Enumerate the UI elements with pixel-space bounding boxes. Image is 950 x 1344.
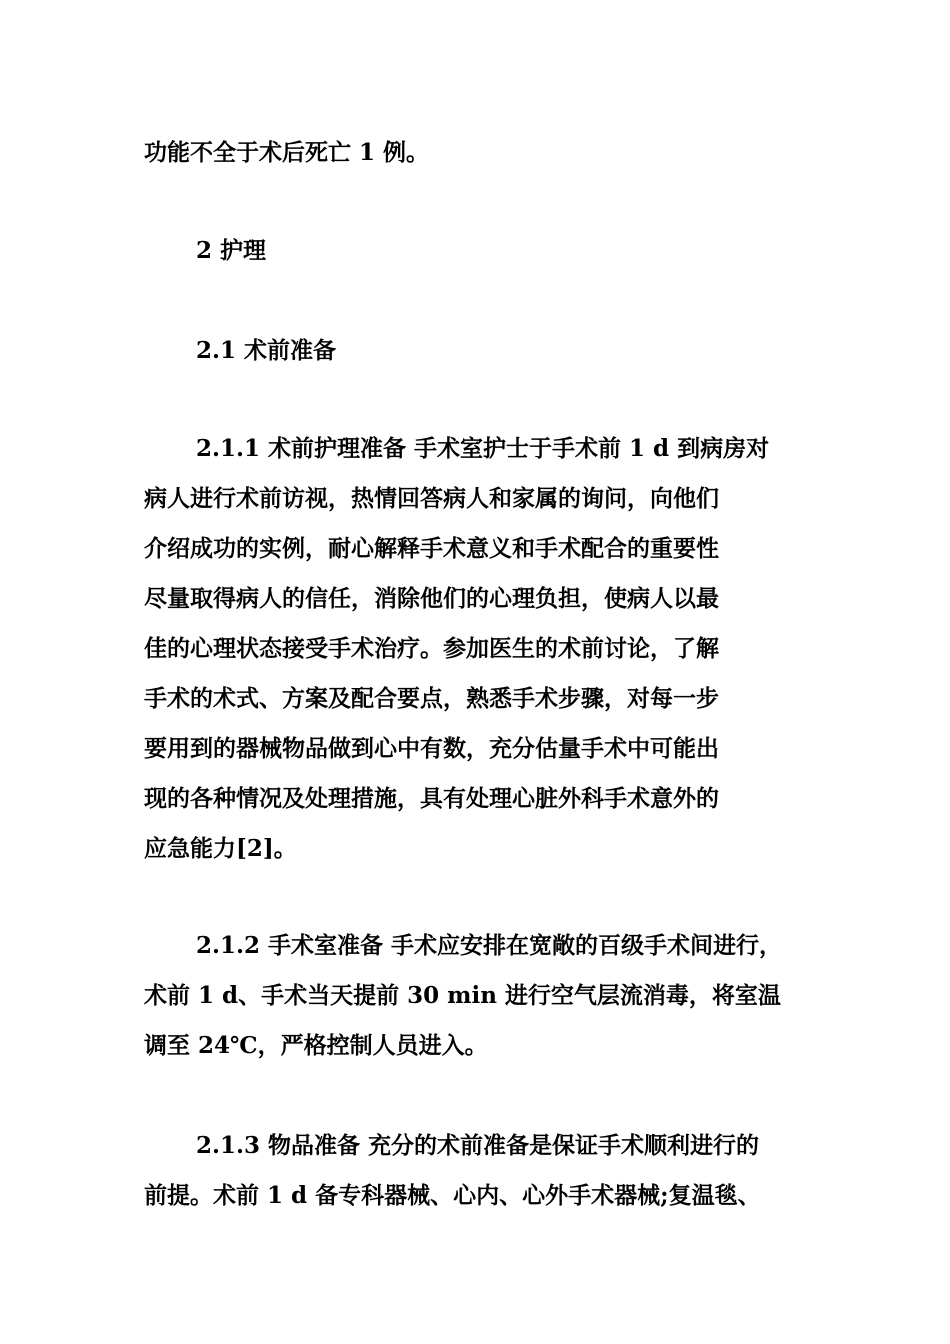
heading-text: 2 护理 bbox=[196, 237, 267, 264]
text-line: 介绍成功的实例，耐心解释手术意义和手术配合的重要性 bbox=[144, 535, 719, 562]
paragraph-continuation bbox=[144, 128, 810, 178]
text-line: 手术的术式、方案及配合要点，熟悉手术步骤，对每一步 bbox=[144, 685, 719, 712]
text-line: 尽量取得病人的信任，消除他们的心理负担，使病人以最 bbox=[144, 585, 719, 612]
text-line: 前提。术前 1 d 备专科器械、心内、心外手术器械;复温毯、 bbox=[144, 1182, 761, 1209]
paragraph-supplies bbox=[144, 1121, 810, 1221]
text-line: 佳的心理状态接受手术治疗。参加医生的术前讨论，了解 bbox=[144, 635, 719, 662]
heading-text: 2.1 术前准备 bbox=[196, 337, 337, 364]
text-line: 要用到的器械物品做到心中有数，充分估量手术中可能出 bbox=[144, 735, 719, 762]
text-line: 功能不全于术后死亡 1 例。 bbox=[144, 139, 430, 166]
text-line: 2.1.2 手术室准备 手术应安排在宽敞的百级手术间进行， bbox=[196, 932, 783, 959]
text-line: 病人进行术前访视，热情回答病人和家属的询问，向他们 bbox=[144, 485, 719, 512]
subsection-heading-preop bbox=[144, 326, 810, 376]
paragraph-preop-nursing bbox=[144, 424, 810, 874]
text-line: 2.1.3 物品准备 充分的术前准备是保证手术顺利进行的 bbox=[196, 1132, 760, 1159]
paragraph-operating-room bbox=[144, 921, 810, 1071]
text-line: 调至 24℃，严格控制人员进入。 bbox=[144, 1032, 488, 1059]
section-heading-nursing bbox=[144, 226, 810, 276]
text-line: 现的各种情况及处理措施，具有处理心脏外科手术意外的 bbox=[144, 785, 719, 812]
text-line: 应急能力[2]。 bbox=[144, 835, 297, 862]
text-line: 2.1.1 术前护理准备 手术室护士于手术前 1 d 到病房对 bbox=[196, 435, 770, 462]
text-line: 术前 1 d、手术当天提前 30 min 进行空气层流消毒，将室温 bbox=[144, 982, 781, 1009]
